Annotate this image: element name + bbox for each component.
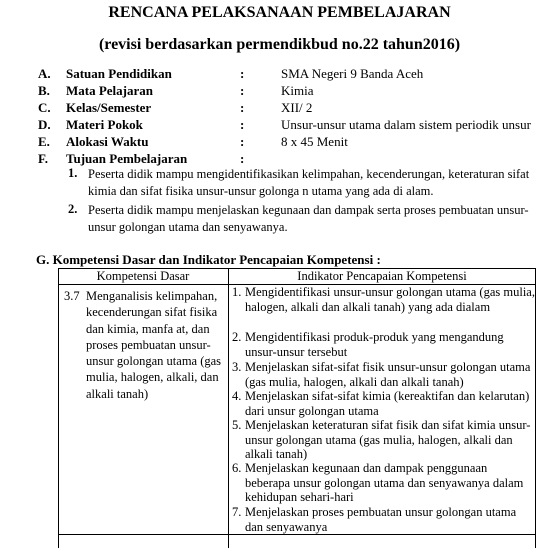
objective-number: 1. [68, 166, 78, 180]
row-letter: A. [38, 66, 51, 81]
indicator-number: 6. [232, 461, 242, 475]
row-value: XII/ 2 [281, 100, 313, 115]
objective-text: Peserta didik mampu menjelaskan kegunaan dan dampak serta proses pembuatan unsur-unsur golongan utama dan senyawanya. [88, 203, 529, 234]
row-value: SMA Negeri 9 Banda Aceh [281, 66, 424, 81]
row-value: 8 x 45 Menit [281, 134, 348, 149]
indicator-text: Menjelaskan kegunaan dan dampak penggunaan beberapa unsur golongan utama dan senyawanya dalam kehidupan sehari-hari [245, 461, 524, 504]
indicator-number: 2. [232, 330, 242, 344]
row-label: Satuan Pendidikan [66, 66, 172, 81]
indicator-number: 1. [232, 285, 242, 299]
row-colon: : [240, 117, 245, 132]
header-indikator: Indikator Pencapaian Kompetensi [297, 269, 467, 283]
objective-text: Peserta didik mampu mengidentifikasikan kelimpahan, kecenderungan, keteraturan sifat kimia dan sifat fisika unsur-unsur golonga n utama yang ada di alam. [88, 167, 530, 198]
indicator-number: 3. [232, 360, 242, 374]
row-label: Alokasi Waktu [66, 134, 149, 149]
row-letter: F. [38, 151, 48, 166]
identity-row-a [0, 66, 559, 83]
table-border-left [58, 268, 59, 548]
header-kompetensi-dasar: Kompetensi Dasar [96, 269, 190, 283]
table-row-divider [58, 534, 536, 535]
indicator-text: Menjelaskan proses pembuatan unsur golongan utama dan senyawanya [245, 505, 517, 534]
kd-text: Menganalisis kelimpahan, kecenderungan sifat fisika dan kimia, manfa at, dan proses pembuatan unsur-unsur golongan utama (gas mulia, halogen, alkali, dan alkali tanah) [86, 289, 222, 401]
indicator-text: Menjelaskan sifat-sifat fisik unsur-unsur golongan utama (gas mulia, halogen, alkali dan alkali tanah) [245, 360, 531, 389]
identity-row-d [0, 117, 559, 134]
competency-table [58, 268, 536, 548]
identity-row-b [0, 83, 559, 100]
row-value: Kimia [281, 83, 314, 98]
kd-number: 3.7 [64, 289, 80, 303]
objective-number: 2. [68, 202, 78, 216]
row-colon: : [240, 100, 245, 115]
row-value: Unsur-unsur utama dalam sistem periodik unsur [281, 117, 531, 132]
indicator-text: Menjelaskan sifat-sifat kimia (kereaktifan dan kelarutan) dari unsur golongan utama [245, 389, 530, 418]
indicator-number: 5. [232, 418, 242, 432]
table-column-divider [228, 268, 229, 548]
row-letter: C. [38, 100, 51, 115]
row-letter: B. [38, 83, 50, 98]
row-colon: : [240, 151, 245, 166]
row-letter: D. [38, 117, 51, 132]
document-subtitle: (revisi berdasarkan permendikbud no.22 tahun2016) [98, 36, 461, 53]
row-colon: : [240, 66, 245, 81]
row-label: Tujuan Pembelajaran [66, 151, 188, 166]
row-label: Mata Pelajaran [66, 83, 154, 98]
identity-row-c [0, 100, 559, 117]
table-border-right [535, 268, 536, 548]
indicator-number: 4. [232, 389, 242, 403]
row-label: Materi Pokok [66, 117, 143, 132]
identity-row-e [0, 134, 559, 151]
indicator-text: Mengidentifikasi unsur-unsur golongan utama (gas mulia, halogen, alkali dan alkali tanah) yang ada dialam [245, 285, 535, 314]
row-colon: : [240, 134, 245, 149]
section-g-heading: G. Kompetensi Dasar dan Indikator Pencapaian Kompetensi : [36, 252, 381, 267]
row-label: Kelas/Semester [66, 100, 152, 115]
indicator-text: Mengidentifikasi produk-produk yang mengandung unsur-unsur tersebut [245, 330, 504, 359]
indicator-text: Menjelaskan keteraturan sifat fisik dan sifat kimia unsur-unsur golongan utama (gas mulia, halogen, alkali dan alkali tanah) [245, 418, 531, 461]
indicator-number: 7. [232, 505, 242, 519]
row-colon: : [240, 83, 245, 98]
row-letter: E. [38, 134, 50, 149]
document-title: RENCANA PELAKSANAAN PEMBELAJARAN [108, 4, 451, 21]
